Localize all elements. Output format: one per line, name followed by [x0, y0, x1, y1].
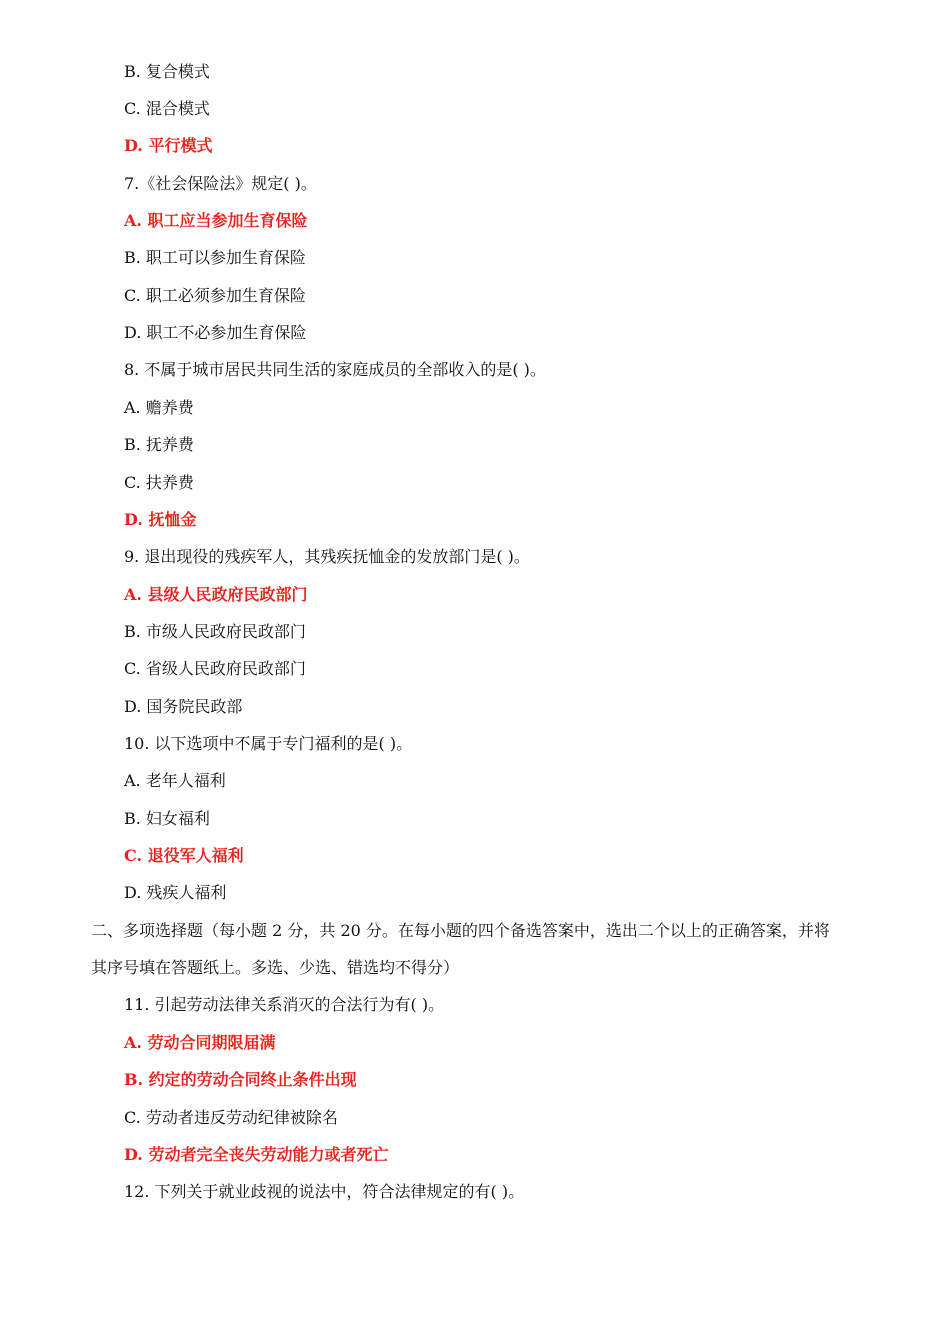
option-11b-answer: B. 约定的劳动合同终止条件出现 [124, 1070, 357, 1089]
option-9d: D. 国务院民政部 [124, 697, 243, 716]
option-10b: B. 妇女福利 [124, 809, 210, 828]
option-7a-answer: A. 职工应当参加生育保险 [124, 211, 308, 230]
option-8a: A. 赡养费 [124, 398, 194, 417]
question-8: 8. 不属于城市居民共同生活的家庭成员的全部收入的是( )。 [124, 360, 546, 379]
option-11d-answer: D. 劳动者完全丧失劳动能力或者死亡 [124, 1145, 389, 1164]
option-10c-answer: C. 退役军人福利 [124, 846, 244, 865]
option-11c: C. 劳动者违反劳动纪律被除名 [124, 1108, 338, 1127]
question-9: 9. 退出现役的残疾军人，其残疾抚恤金的发放部门是( )。 [124, 547, 530, 566]
option-8d-answer: D. 抚恤金 [124, 510, 197, 529]
option-10a: A. 老年人福利 [124, 771, 226, 790]
option-6d-answer: D. 平行模式 [124, 136, 213, 155]
option-6b: B. 复合模式 [124, 62, 210, 81]
option-9c: C. 省级人民政府民政部门 [124, 659, 306, 678]
section-heading-line2: 其序号填在答题纸上。多选、少选、错选均不得分） [91, 958, 460, 977]
question-12: 12. 下列关于就业歧视的说法中，符合法律规定的有( )。 [124, 1182, 525, 1201]
question-7: 7.《社会保险法》规定( )。 [124, 174, 317, 193]
option-8b: B. 抚养费 [124, 435, 194, 454]
option-10d: D. 残疾人福利 [124, 883, 227, 902]
option-8c: C. 扶养费 [124, 473, 194, 492]
option-11a-answer: A. 劳动合同期限届满 [124, 1033, 276, 1052]
section-heading-line1: 二、多项选择题（每小题 2 分，共 20 分。在每小题的四个备选答案中，选出二个以上的正确答案，并将 [91, 921, 830, 940]
option-7b: B. 职工可以参加生育保险 [124, 248, 306, 267]
question-11: 11. 引起劳动法律关系消灭的合法行为有( )。 [124, 995, 445, 1014]
option-7c: C. 职工必须参加生育保险 [124, 286, 306, 305]
option-7d: D. 职工不必参加生育保险 [124, 323, 307, 342]
question-10: 10. 以下选项中不属于专门福利的是( )。 [124, 734, 413, 753]
option-9a-answer: A. 县级人民政府民政部门 [124, 585, 308, 604]
option-6c: C. 混合模式 [124, 99, 210, 118]
option-9b: B. 市级人民政府民政部门 [124, 622, 306, 641]
